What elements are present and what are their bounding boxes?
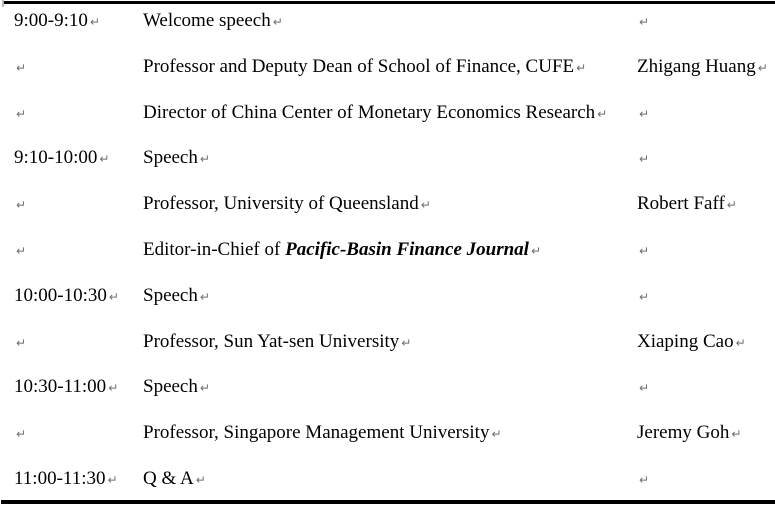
paragraph-mark-icon: ↵ (199, 289, 210, 304)
description-text: Q & A (143, 467, 194, 489)
time-text: 9:10-10:00 (14, 147, 98, 169)
paragraph-mark-icon: ↵ (16, 198, 27, 213)
description-cell[interactable] (143, 285, 637, 307)
description-cell[interactable] (143, 193, 637, 215)
table-row (0, 102, 775, 148)
paragraph-mark-icon: ↵ (16, 243, 27, 258)
description-text: Professor, Sun Yat-sen University (143, 330, 400, 352)
speaker-cell[interactable] (637, 56, 775, 78)
paragraph-mark-icon: ↵ (99, 152, 110, 167)
paragraph-mark-icon: ↵ (199, 152, 210, 167)
paragraph-mark-icon: ↵ (107, 472, 118, 487)
description-text: Director of China Center of Monetary Economics Research (143, 101, 596, 123)
paragraph-mark-icon: ↵ (16, 60, 27, 75)
agenda-table (0, 10, 775, 513)
time-cell[interactable] (0, 468, 143, 490)
paragraph-mark-icon: ↵ (726, 198, 737, 213)
time-cell[interactable] (0, 239, 143, 261)
paragraph-mark-icon: ↵ (199, 381, 210, 396)
paragraph-mark-icon: ↵ (639, 106, 650, 121)
time-cell[interactable] (0, 10, 143, 32)
paragraph-mark-icon: ↵ (272, 15, 283, 29)
description-cell[interactable] (143, 239, 637, 261)
time-text: 9:00-9:10 (14, 10, 88, 31)
speaker-cell[interactable] (637, 102, 775, 124)
paragraph-mark-icon: ↵ (735, 335, 746, 350)
paragraph-mark-icon: ↵ (639, 289, 650, 304)
description-cell[interactable] (143, 56, 637, 78)
description-cell[interactable] (143, 376, 637, 398)
paragraph-mark-icon: ↵ (597, 106, 608, 121)
speaker-cell[interactable] (637, 193, 775, 215)
speaker-cell[interactable] (637, 468, 775, 490)
description-text: Speech (143, 147, 198, 169)
paragraph-mark-icon: ↵ (530, 243, 542, 258)
table-bottom-border (1, 500, 775, 504)
table-row (0, 193, 775, 239)
time-text: 11:00-11:30 (14, 467, 106, 489)
paragraph-mark-icon: ↵ (108, 381, 119, 396)
table-row (0, 10, 775, 56)
speaker-cell[interactable] (637, 376, 775, 398)
description-emphasis-text: Pacific-Basin Finance Journal (285, 238, 529, 260)
table-top-border (4, 1, 775, 4)
time-text: 10:30-11:00 (14, 376, 107, 398)
description-text: Professor, University of Queensland (143, 193, 419, 215)
paragraph-mark-icon: ↵ (639, 472, 650, 487)
speaker-cell[interactable] (637, 331, 775, 353)
description-text: Professor and Deputy Dean of School of Finance, CUFE (143, 55, 575, 77)
description-text: Welcome speech (143, 10, 271, 31)
speaker-text: Zhigang Huang (637, 55, 756, 77)
paragraph-mark-icon: ↵ (420, 198, 431, 213)
time-cell[interactable] (0, 285, 143, 307)
time-text: 10:00-10:30 (14, 284, 107, 306)
speaker-cell[interactable] (637, 422, 775, 444)
table-row (0, 285, 775, 331)
description-cell[interactable] (143, 10, 637, 32)
time-cell[interactable] (0, 376, 143, 398)
time-cell[interactable] (0, 147, 143, 169)
paragraph-mark-icon: ↵ (401, 335, 412, 350)
description-cell[interactable] (143, 422, 637, 444)
speaker-cell[interactable] (637, 239, 775, 261)
paragraph-mark-icon: ↵ (491, 427, 502, 442)
paragraph-mark-icon: ↵ (757, 60, 768, 75)
time-cell[interactable] (0, 56, 143, 78)
paragraph-mark-icon: ↵ (576, 60, 587, 75)
paragraph-mark-icon: ↵ (639, 243, 650, 258)
table-row (0, 331, 775, 377)
description-cell[interactable] (143, 147, 637, 169)
paragraph-mark-icon: ↵ (16, 335, 27, 350)
description-cell[interactable] (143, 102, 637, 124)
paragraph-mark-icon: ↵ (731, 427, 742, 442)
table-row (0, 468, 775, 513)
paragraph-mark-icon: ↵ (89, 15, 100, 29)
paragraph-mark-icon: ↵ (639, 15, 650, 29)
paragraph-mark-icon: ↵ (195, 472, 206, 487)
table-row (0, 56, 775, 102)
paragraph-mark-icon: ↵ (639, 381, 650, 396)
description-text: Editor-in-Chief of (143, 238, 286, 260)
paragraph-mark-icon: ↵ (639, 152, 650, 167)
table-row (0, 239, 775, 285)
description-text: Speech (143, 376, 198, 398)
paragraph-mark-icon: ↵ (16, 427, 27, 442)
time-cell[interactable] (0, 193, 143, 215)
time-cell[interactable] (0, 331, 143, 353)
table-row (0, 376, 775, 422)
table-row (0, 147, 775, 193)
paragraph-mark-icon: ↵ (16, 106, 27, 121)
speaker-text: Jeremy Goh (637, 422, 730, 444)
time-cell[interactable] (0, 102, 143, 124)
description-cell[interactable] (143, 468, 637, 490)
speaker-text: Xiaping Cao (637, 330, 734, 352)
speaker-cell[interactable] (637, 10, 775, 32)
table-row (0, 422, 775, 468)
paragraph-mark-icon: ↵ (108, 289, 119, 304)
speaker-text: Robert Faff (637, 193, 725, 215)
description-cell[interactable] (143, 331, 637, 353)
description-text: Speech (143, 284, 198, 306)
time-cell[interactable] (0, 422, 143, 444)
speaker-cell[interactable] (637, 147, 775, 169)
speaker-cell[interactable] (637, 285, 775, 307)
description-text: Professor, Singapore Management University (143, 422, 490, 444)
